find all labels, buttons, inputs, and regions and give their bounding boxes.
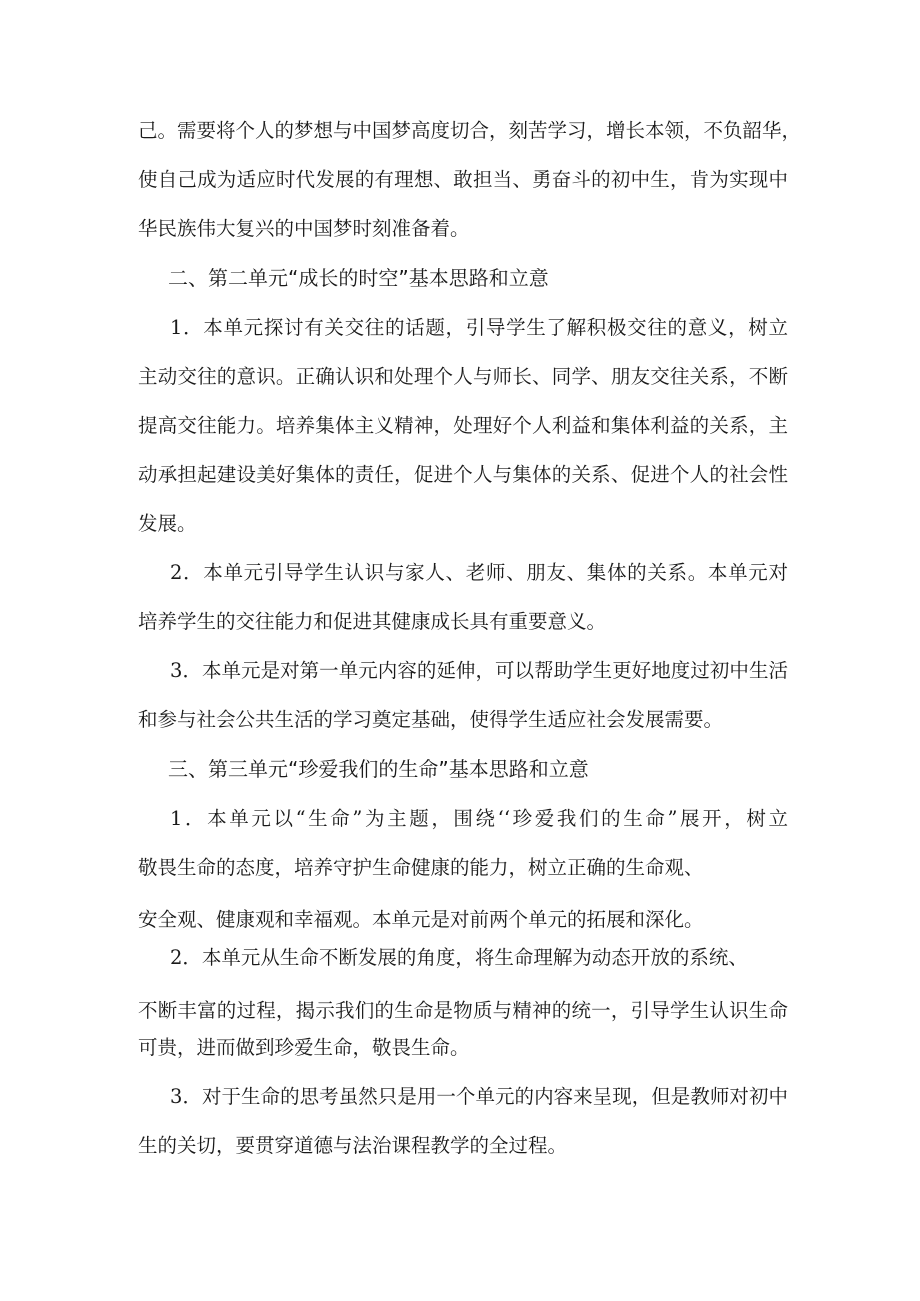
body-line: 2．本单元从生命不断发展的角度，将生命理解为动态开放的系统、 <box>170 946 748 969</box>
body-line: 不断丰富的过程，揭示我们的生命是物质与精神的统一，引导学生认识生命 <box>138 999 788 1022</box>
body-line: 可贵，进而做到珍爱生命，敬畏生命。 <box>138 1036 470 1059</box>
body-line: 培养学生的交往能力和促进其健康成长具有重要意义。 <box>138 610 607 633</box>
body-line: 发展。 <box>138 512 197 535</box>
body-line: 1．本单元以“生命”为主题，围绕‘‘珍爱我们的生命”展开，树立 <box>170 807 788 830</box>
body-line: 华民族伟大复兴的中国梦时刻准备着。 <box>138 217 470 240</box>
body-line: 己。需要将个人的梦想与中国梦高度切合，刻苦学习，增长本领，不负韶华， <box>138 119 802 142</box>
body-line: 3．对于生命的思考虽然只是用一个单元的内容来呈现，但是教师对初中 <box>170 1085 788 1108</box>
body-line: 生的关切，要贯穿道德与法治课程教学的全过程。 <box>138 1134 568 1157</box>
body-line: 3．本单元是对第一单元内容的延伸，可以帮助学生更好地度过初中生活 <box>170 659 788 682</box>
body-line: 安全观、健康观和幸福观。本单元是对前两个单元的拓展和深化。 <box>138 908 704 931</box>
section-heading-3: 三、第三单元“珍爱我们的生命”基本思路和立意 <box>168 757 589 781</box>
body-line: 动承担起建设美好集体的责任，促进个人与集体的关系、促进个人的社会性 <box>138 463 788 486</box>
body-line: 提高交往能力。培养集体主义精神，处理好个人利益和集体利益的关系，主 <box>138 414 788 437</box>
body-line: 敬畏生命的态度，培养守护生命健康的能力，树立正确的生命观、 <box>138 856 704 879</box>
body-line: 和参与社会公共生活的学习奠定基础，使得学生适应社会发展需要。 <box>138 708 724 731</box>
body-line: 主动交往的意识。正确认识和处理个人与师长、同学、朋友交往关系，不断 <box>138 365 788 388</box>
body-line: 使自己成为适应时代发展的有理想、敢担当、勇奋斗的初中生，肯为实现中 <box>138 168 788 191</box>
body-line: 1．本单元探讨有关交往的话题，引导学生了解积极交往的意义，树立 <box>170 316 788 339</box>
section-heading-2: 二、第二单元“成长的时空”基本思路和立意 <box>168 266 549 290</box>
body-line: 2．本单元引导学生认识与家人、老师、朋友、集体的关系。本单元对 <box>170 561 788 584</box>
